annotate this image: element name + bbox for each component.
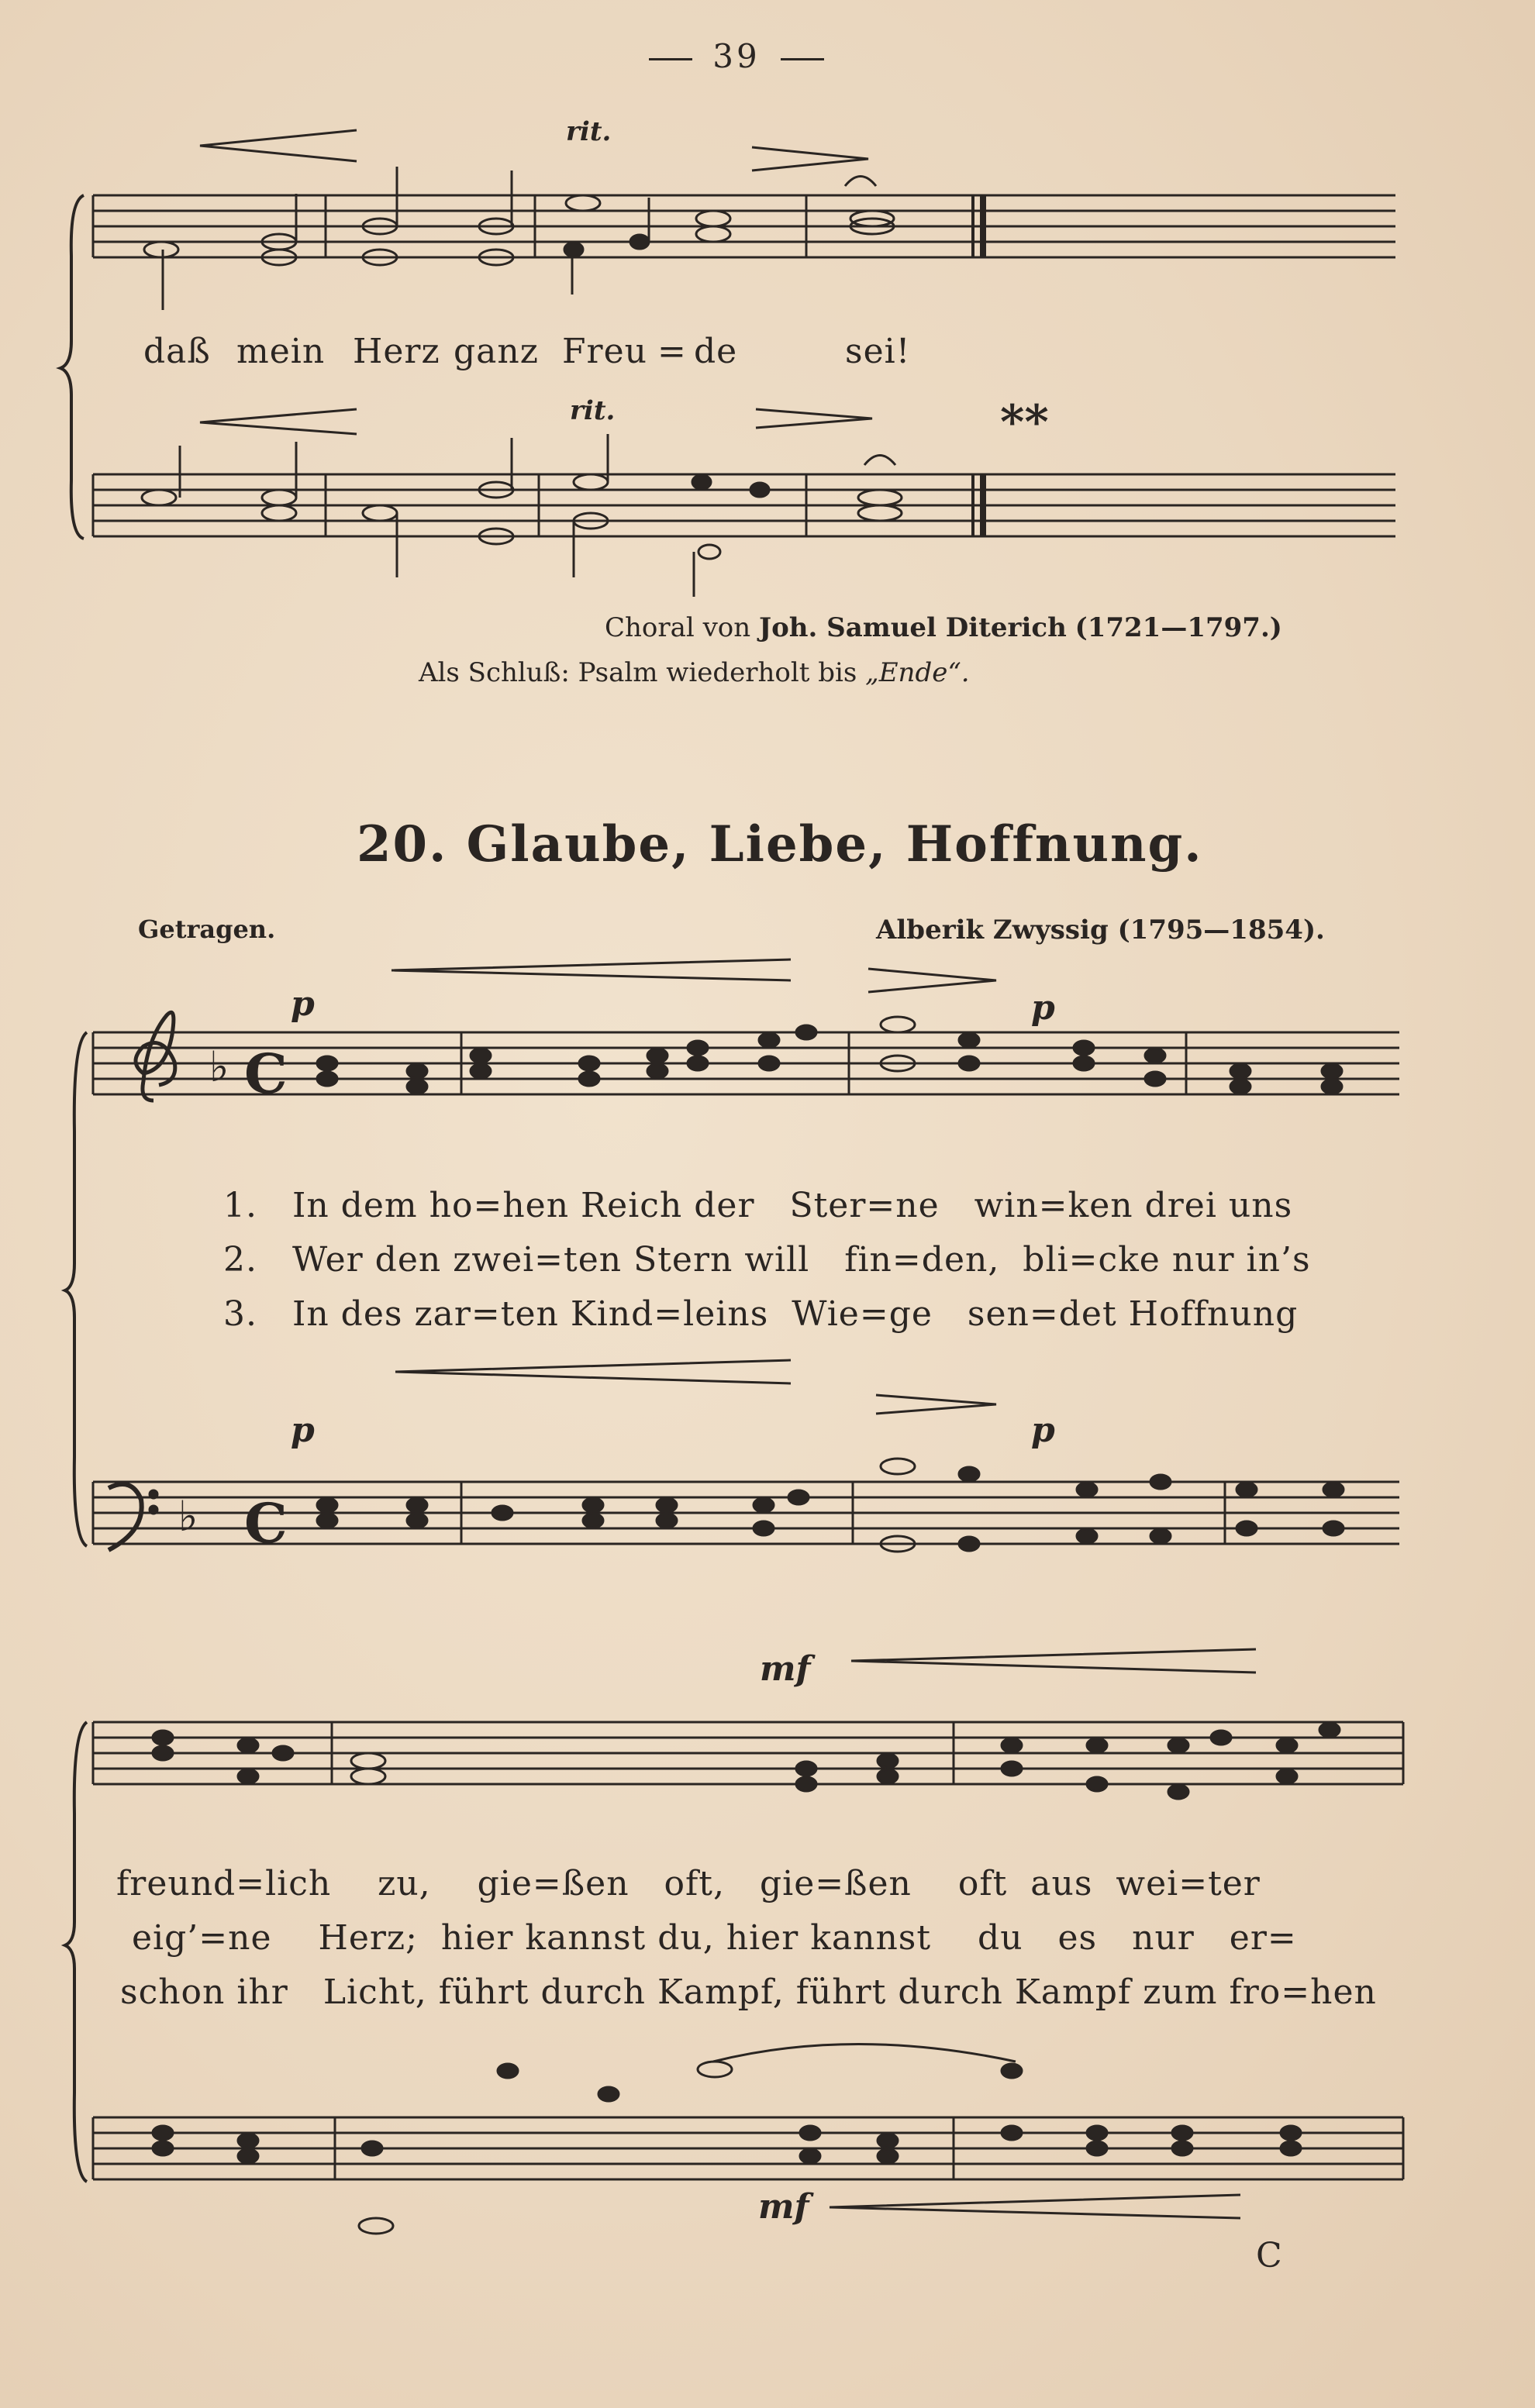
lyric-word: de (694, 332, 738, 371)
svg-text:♭: ♭ (178, 1492, 198, 1541)
credit-prefix: Choral von (605, 612, 751, 643)
lyric-word: dem (340, 1186, 418, 1225)
lyric-word: ter (1208, 1864, 1261, 1903)
lyric-word: zu, (378, 1864, 431, 1903)
signature-mark: C (1256, 2236, 1282, 2275)
lyric-word: Wie (792, 1294, 860, 1334)
lyric-word: ne (228, 1918, 272, 1958)
lyric-word: = (473, 1186, 503, 1225)
lyric-word: zwei=ten (453, 1240, 623, 1280)
lyric-word: hen (1310, 1972, 1377, 2012)
lyric-word: = (1029, 1294, 1059, 1334)
lyric-word: gie=ßen (759, 1864, 912, 1903)
lyric-word: ganz (454, 332, 539, 371)
lyric-word: oft (957, 1864, 1008, 1903)
closing-note (419, 657, 970, 688)
lyric-word: det (1058, 1294, 1117, 1334)
verse-2-line-1 (223, 1240, 1311, 1280)
lyric-word: kannst (525, 1918, 647, 1958)
lyric-word: wei (1116, 1864, 1179, 1903)
song-title (357, 815, 1203, 873)
composer-credit (876, 915, 1325, 946)
lyric-word: uns (1228, 1186, 1293, 1225)
lyric-word: kannst (810, 1918, 932, 1958)
lyric-word: = (471, 1294, 501, 1334)
dynamic-p: p (1031, 1411, 1055, 1450)
staff-song-2-bass (93, 2117, 1403, 2179)
lyric-word: = (1068, 1240, 1099, 1280)
lyric-word: oft, (664, 1864, 725, 1903)
lyric-word: = (532, 1864, 562, 1903)
lyric-word: es (1057, 1918, 1098, 1958)
verse-2-line-2 (132, 1918, 1297, 1958)
lyric-word: Stern (633, 1240, 733, 1280)
lyric-word: Ster=ne (789, 1186, 940, 1225)
lyric-word: = (1178, 1864, 1209, 1903)
lyric-word: hier (440, 1918, 514, 1958)
closing-note-text: Als Schluß: Psalm wiederholt bis (419, 657, 857, 688)
lyric-word: sen (967, 1294, 1030, 1334)
lyric-word: nur (1171, 1240, 1235, 1280)
lyric-word: führt (438, 1972, 529, 2012)
lyric-word: Herz; (318, 1918, 418, 1958)
song-number: 20. (357, 815, 448, 873)
dynamic-mf: mf (760, 1649, 811, 1689)
lyric-word: freund=lich (116, 1864, 332, 1903)
lyric-word: ho (429, 1186, 474, 1225)
lyric-word: mein (236, 332, 326, 371)
lyric-word: Hoffnung (1128, 1294, 1299, 1334)
lyric-word: will (744, 1240, 810, 1280)
lyric-word: Kind=leins (570, 1294, 769, 1334)
lyric-word: den, (921, 1240, 1000, 1280)
lyric-word: sei! (845, 332, 911, 371)
lyric-word: Licht, (323, 1972, 427, 2012)
lyric-word: durch (540, 1972, 646, 2012)
dynamic-p: p (1031, 988, 1055, 1028)
lyric-word: = (657, 332, 687, 371)
lyric-word: eig’ (132, 1918, 199, 1958)
lyric-word: in’s (1246, 1240, 1311, 1280)
tempo-marking: Getragen. (138, 915, 276, 944)
lyric-word: In (291, 1294, 329, 1334)
lyric-word: daß (143, 332, 211, 371)
lyric-word: er= (1229, 1918, 1297, 1958)
lyric-word: ihr (236, 1972, 288, 2012)
credit-years: (1721—1797.) (1074, 612, 1282, 643)
verse-1-line-1 (223, 1186, 1292, 1225)
lyric-word: aus (1030, 1864, 1093, 1903)
verse-3-line-2 (120, 1972, 1377, 2012)
composer-years: (1795—1854). (1117, 915, 1325, 946)
lyric-word: zum (1143, 1972, 1218, 2012)
lyric-word: = (859, 1294, 889, 1334)
lyric-word: ten (500, 1294, 559, 1334)
lyric-word: nur (1132, 1918, 1195, 1958)
lyric-word: schon (120, 1972, 226, 2012)
lyric-word: Wer (291, 1240, 364, 1280)
dynamic-p: p (291, 984, 315, 1024)
page-number-text: 39 (712, 37, 761, 75)
lyric-word: Kampf (1014, 1972, 1132, 2012)
credit-name: Joh. Samuel Diterich (758, 612, 1067, 643)
verse-1-line-2 (116, 1864, 1261, 1903)
lyric-word: hier (726, 1918, 799, 1958)
lyric-word: gie (477, 1864, 533, 1903)
svg-text:C: C (244, 1491, 288, 1555)
lyric-word: = (1281, 1972, 1311, 2012)
choral-credit (605, 612, 1282, 643)
lyric-word: hen (502, 1186, 570, 1225)
lyric-word: fro (1229, 1972, 1281, 2012)
lyric-word: Kampf, (657, 1972, 785, 2012)
lyric-word: ßen (561, 1864, 630, 1903)
lyric-word: führt (795, 1972, 887, 2012)
verse-number: 3. (223, 1294, 257, 1334)
lyric-word: der (694, 1186, 755, 1225)
composer-name: Alberik Zwyssig (876, 915, 1109, 946)
lyric-word: zar (414, 1294, 471, 1334)
song-title-text: Glaube, Liebe, Hoffnung. (466, 815, 1203, 873)
svg-text:♭: ♭ (209, 1042, 229, 1091)
lyric-word: Reich (581, 1186, 683, 1225)
lyric-word: du (978, 1918, 1023, 1958)
lyric-word: In (291, 1186, 329, 1225)
staff-song-1-bass (93, 1482, 1399, 1544)
dynamic-p: p (291, 1411, 315, 1450)
lyric-word: des (340, 1294, 403, 1334)
dynamic-mf: mf (758, 2187, 809, 2227)
lyric-word: drei (1144, 1186, 1217, 1225)
staff-song-1-treble (93, 1032, 1399, 1094)
staff-top-lower (93, 474, 1395, 536)
verse-3-line-1 (223, 1294, 1298, 1334)
lyric-word: durch (898, 1972, 1003, 2012)
lyric-word: ge (888, 1294, 933, 1334)
rit-marking: rit. (566, 116, 612, 147)
asterisks: ** (1000, 395, 1049, 450)
lyric-word: win=ken (974, 1186, 1133, 1225)
lyric-word: = (198, 1918, 229, 1958)
lyric-word: fin (844, 1240, 892, 1280)
lyric-word: = (892, 1240, 922, 1280)
verse-number: 1. (223, 1186, 257, 1225)
lyric-word: Herz (353, 332, 440, 371)
lyric-word: cke (1098, 1240, 1161, 1280)
lyric-word: Freu (562, 332, 647, 371)
verse-number: 2. (223, 1240, 257, 1280)
lyric-word: du, (657, 1918, 715, 1958)
svg-text:C: C (244, 1042, 288, 1106)
lyric-word: bli (1023, 1240, 1069, 1280)
rit-marking: rit. (570, 395, 616, 426)
lyric-word: den (374, 1240, 442, 1280)
closing-note-end: „Ende“. (865, 657, 970, 688)
